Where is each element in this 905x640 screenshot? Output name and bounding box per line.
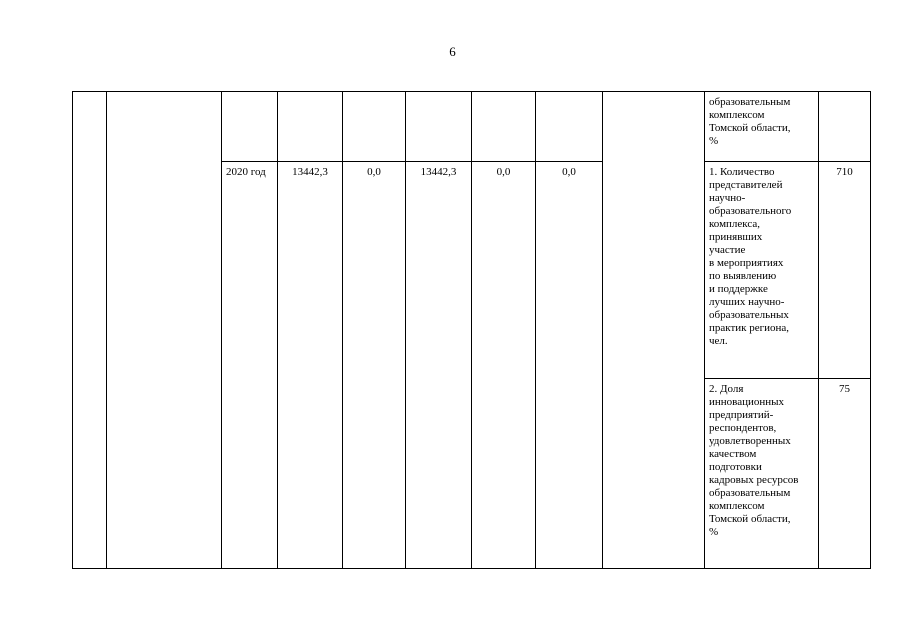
cell-federal-empty — [343, 92, 406, 162]
cell-local: 0,0 — [472, 162, 536, 569]
cell-extra-empty — [536, 92, 603, 162]
cell-executor — [603, 92, 705, 569]
cell-year-empty — [222, 92, 278, 162]
cell-total: 13442,3 — [278, 162, 343, 569]
indicator-cell: 1. Количество представителей научно- образовательного комплекса, принявших участие в мероприятиях по выявлению и поддержке лучших научно- образовательных практик региона, чел. — [705, 162, 819, 379]
page-number: 6 — [449, 44, 456, 59]
indicator-cell: 2. Доля инновационных предприятий- респондентов, удовлетворенных качеством подготовки кадровых ресурсов образовательным комплексом Томской области, % — [705, 379, 819, 569]
indicator-cell: образовательным комплексом Томской области, % — [705, 92, 819, 162]
program-table — [72, 91, 871, 569]
indicator-value-cell: 710 — [819, 162, 871, 379]
cell-extra: 0,0 — [536, 162, 603, 569]
table-row-continuation — [73, 92, 871, 162]
cell-local-empty — [472, 92, 536, 162]
cell-task-name — [107, 92, 222, 569]
cell-total-empty — [278, 92, 343, 162]
cell-regional: 13442,3 — [406, 162, 472, 569]
indicator-value-cell — [819, 92, 871, 162]
cell-federal: 0,0 — [343, 162, 406, 569]
cell-regional-empty — [406, 92, 472, 162]
cell-year: 2020 год — [222, 162, 278, 569]
cell-number — [73, 92, 107, 569]
indicator-value-cell: 75 — [819, 379, 871, 569]
